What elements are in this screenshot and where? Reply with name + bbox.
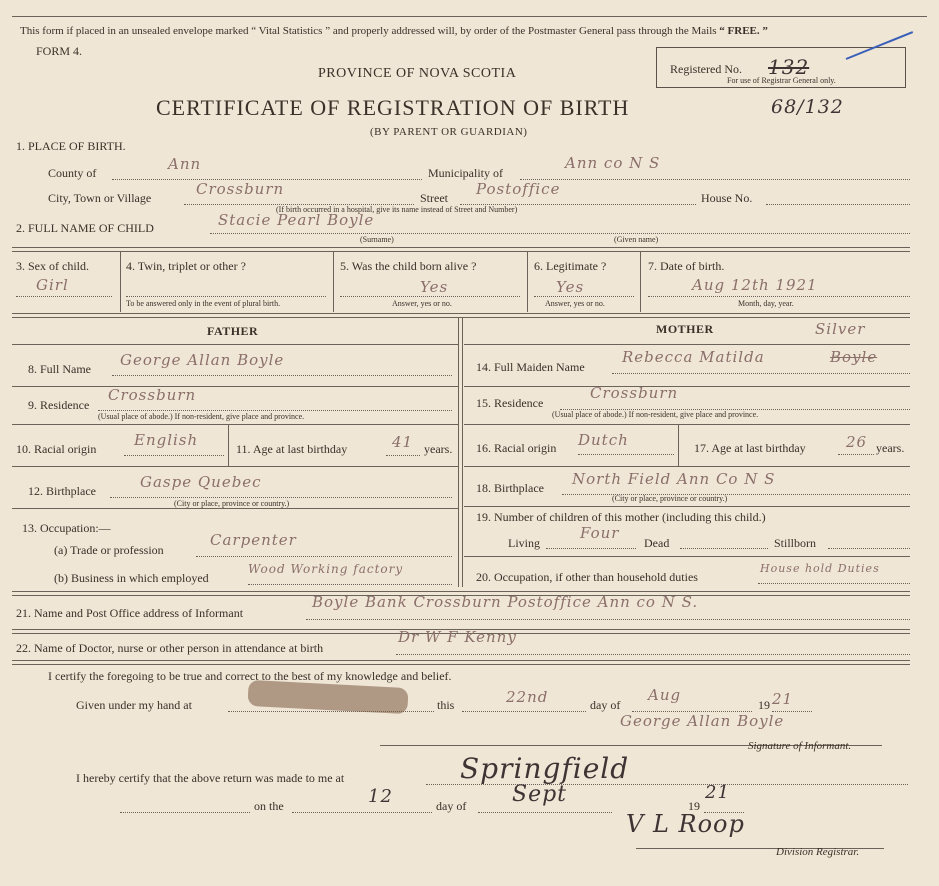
page-title: CERTIFICATE OF REGISTRATION OF BIRTH <box>156 95 630 120</box>
place-section-label: 1. PLACE OF BIRTH. <box>16 139 126 153</box>
mother-residence-label: 15. Residence <box>476 396 544 410</box>
street-label: Street <box>420 191 448 205</box>
mother-birthplace-note: (City or place, province or country.) <box>612 494 728 503</box>
father-age-label: 11. Age at last birthday <box>236 442 348 456</box>
form-number: FORM 4. <box>36 44 83 58</box>
legit-line <box>534 296 634 297</box>
father-birthplace-note: (City or place, province or country.) <box>174 499 290 508</box>
col-divider <box>640 252 641 312</box>
twin-label: 4. Twin, triplet or other ? <box>126 259 246 273</box>
father-age-unit: years. <box>424 442 453 456</box>
top-rule <box>12 16 927 17</box>
registered-no-label: Registered No. <box>670 62 742 76</box>
date-line <box>648 296 910 297</box>
mother-age-line <box>838 454 874 455</box>
father-race-label: 10. Racial origin <box>16 442 97 456</box>
row-rule <box>464 506 910 507</box>
mother-children-label: 19. Number of children of this mother (including this child.) <box>476 510 766 524</box>
row-divider-e <box>12 660 910 665</box>
father-heading-rule <box>12 344 458 345</box>
registrar-day-line <box>292 812 432 813</box>
row-rule <box>464 386 910 387</box>
doctor-value: Dr W F Kenny <box>398 628 517 646</box>
registered-no-value: 132 <box>768 55 810 79</box>
given-caption: (Given name) <box>614 235 659 244</box>
legit-value: Yes <box>556 278 585 296</box>
certify-day-value: 22nd <box>506 688 549 706</box>
father-age-value: 41 <box>392 433 414 451</box>
mother-name-label: 14. Full Maiden Name <box>476 360 585 374</box>
mother-race-line <box>578 454 674 455</box>
day-line <box>462 711 586 712</box>
hospital-note: (If birth occurred in a hospital, give its name instead of Street and Number) <box>276 205 518 214</box>
page-subtitle: (BY PARENT OR GUARDIAN) <box>370 126 528 138</box>
alive-note: Answer, yes or no. <box>392 299 452 308</box>
registrar-day-value: 12 <box>368 786 393 807</box>
municipality-label: Municipality of <box>428 166 503 180</box>
mother-residence-note: (Usual place of abode.) If non-resident, give place and province. <box>552 410 759 419</box>
cell-divider <box>678 424 679 466</box>
registrar-place-value: Springfield <box>460 752 630 785</box>
municipality-value: Ann co N S <box>565 154 661 172</box>
father-heading: FATHER <box>207 324 259 338</box>
mother-age-unit: years. <box>876 441 905 455</box>
mother-age-label: 17. Age at last birthday <box>694 441 806 455</box>
county-label: County of <box>48 166 97 180</box>
father-race-line <box>124 455 224 456</box>
father-name-label: 8. Full Name <box>28 362 91 376</box>
registrar-day-of-label: day of <box>436 799 467 813</box>
mother-occupation-label: 20. Occupation, if other than household duties <box>476 570 698 584</box>
date-value: Aug 12th 1921 <box>692 276 818 294</box>
sex-label: 3. Sex of child. <box>16 259 89 273</box>
registrar-caption: Division Registrar. <box>776 846 860 858</box>
mother-residence-value: Crossburn <box>590 384 679 402</box>
alive-label: 5. Was the child born alive ? <box>340 259 477 273</box>
cell-divider <box>228 424 229 466</box>
certify-month-value: Aug <box>648 686 682 704</box>
alive-line <box>340 296 520 297</box>
stillborn-line <box>828 548 910 549</box>
postal-notice: This form if placed in an unsealed envelope marked “ Vital Statistics ” and properly addressed will, by order of the Postmaster General pass through the Mails “ FREE. ” <box>20 25 768 37</box>
registrar-year-value: 21 <box>705 782 730 803</box>
informant-caption: Signature of Informant. <box>748 740 852 752</box>
row-rule <box>12 386 458 387</box>
living-line <box>546 548 636 549</box>
registrar-month-value: Sept <box>512 782 568 807</box>
certify-year-value: 21 <box>772 690 794 708</box>
mother-race-value: Dutch <box>578 431 629 449</box>
row-divider-a <box>12 247 910 252</box>
stillborn-label: Stillborn <box>774 536 817 550</box>
father-residence-line <box>98 410 452 411</box>
col-divider <box>120 252 121 312</box>
father-business-value: Wood Working factory <box>248 562 404 576</box>
house-line <box>766 204 910 205</box>
mother-age-value: 26 <box>846 433 868 451</box>
mother-name-correction: Silver <box>815 320 866 338</box>
father-trade-label: (a) Trade or profession <box>54 543 164 557</box>
father-residence-note: (Usual place of abode.) If non-resident, give place and province. <box>98 412 305 421</box>
father-business-line <box>248 584 452 585</box>
this-label: this <box>437 698 455 712</box>
day-of-label: day of <box>590 698 621 712</box>
year-prefix: 19 <box>758 698 770 712</box>
mother-birthplace-label: 18. Birthplace <box>476 481 544 495</box>
municipality-line <box>520 179 910 180</box>
mother-race-label: 16. Racial origin <box>476 441 557 455</box>
father-residence-value: Crossburn <box>108 386 197 404</box>
informant-value: Boyle Bank Crossburn Postoffice Ann co N S. <box>312 593 699 611</box>
mother-birthplace-value: North Field Ann Co N S <box>572 470 776 488</box>
file-number: 68/132 <box>771 96 844 118</box>
col-divider <box>527 252 528 312</box>
doctor-line <box>396 654 910 655</box>
alive-value: Yes <box>420 278 449 296</box>
informant-line <box>306 619 910 620</box>
parents-divider <box>458 317 463 587</box>
dead-line <box>680 548 768 549</box>
certify-statement: I certify the foregoing to be true and correct to the best of my knowledge and belief. <box>48 669 452 683</box>
living-label: Living <box>508 536 540 550</box>
father-birthplace-value: Gaspe Quebec <box>140 473 262 491</box>
mother-occupation-value: House hold Duties <box>760 562 880 575</box>
surname-caption: (Surname) <box>360 235 394 244</box>
twin-line <box>126 296 326 297</box>
city-label: City, Town or Village <box>48 191 152 205</box>
sex-line <box>16 296 112 297</box>
street-value: Postoffice <box>476 180 561 198</box>
father-occupation-label: 13. Occupation:— <box>22 521 111 535</box>
col-divider <box>333 252 334 312</box>
father-residence-label: 9. Residence <box>28 398 90 412</box>
registrar-signature: V L Roop <box>626 810 745 838</box>
on-the-label: on the <box>254 799 284 813</box>
child-name-line <box>210 233 910 234</box>
father-birthplace-line <box>110 497 452 498</box>
registrar-use-note: For use of Registrar General only. <box>727 76 836 85</box>
mother-name-value: Rebecca Matilda <box>622 348 765 366</box>
date-label: 7. Date of birth. <box>648 259 725 273</box>
on-the-lead-line <box>120 812 250 813</box>
registrar-statement: I hereby certify that the above return was made to me at <box>76 771 345 785</box>
row-rule <box>464 556 910 557</box>
row-rule <box>12 424 458 425</box>
legit-label: 6. Legitimate ? <box>534 259 607 273</box>
doctor-label: 22. Name of Doctor, nurse or other person in attendance at birth <box>16 641 324 655</box>
county-value: Ann <box>168 155 202 173</box>
date-note: Month, day, year. <box>738 299 794 308</box>
child-name-label: 2. FULL NAME OF CHILD <box>16 221 154 235</box>
city-value: Crossburn <box>196 180 285 198</box>
row-rule <box>464 466 910 467</box>
mother-name-struck: Boyle <box>830 348 878 366</box>
father-trade-value: Carpenter <box>210 531 297 549</box>
father-birthplace-label: 12. Birthplace <box>28 484 96 498</box>
mother-name-line <box>612 373 910 374</box>
father-business-label: (b) Business in which employed <box>54 571 209 585</box>
sex-value: Girl <box>36 276 69 294</box>
given-label: Given under my hand at <box>76 698 192 712</box>
father-race-value: English <box>134 431 199 449</box>
registrar-box <box>656 47 906 88</box>
father-age-line <box>386 455 420 456</box>
father-name-line <box>112 375 452 376</box>
child-name-value: Stacie Pearl Boyle <box>218 211 375 229</box>
father-name-value: George Allan Boyle <box>120 351 285 369</box>
living-value: Four <box>580 524 620 542</box>
informant-label: 21. Name and Post Office address of Informant <box>16 606 244 620</box>
mother-heading: MOTHER <box>656 322 714 336</box>
mother-heading-rule <box>464 344 910 345</box>
house-label: House No. <box>701 191 753 205</box>
province-heading: PROVINCE OF NOVA SCOTIA <box>318 66 517 81</box>
row-rule <box>464 424 910 425</box>
informant-signature: George Allan Boyle <box>620 712 785 730</box>
father-trade-line <box>196 556 452 557</box>
registrar-month-line <box>478 812 612 813</box>
twin-note: To be answered only in the event of plural birth. <box>126 299 281 308</box>
registrar-year-prefix: 19 <box>688 799 700 813</box>
row-rule <box>12 466 458 467</box>
mother-occupation-line <box>758 583 910 584</box>
legit-note: Answer, yes or no. <box>545 299 605 308</box>
row-rule <box>12 508 458 509</box>
ink-blot <box>247 680 408 714</box>
dead-label: Dead <box>644 536 670 550</box>
